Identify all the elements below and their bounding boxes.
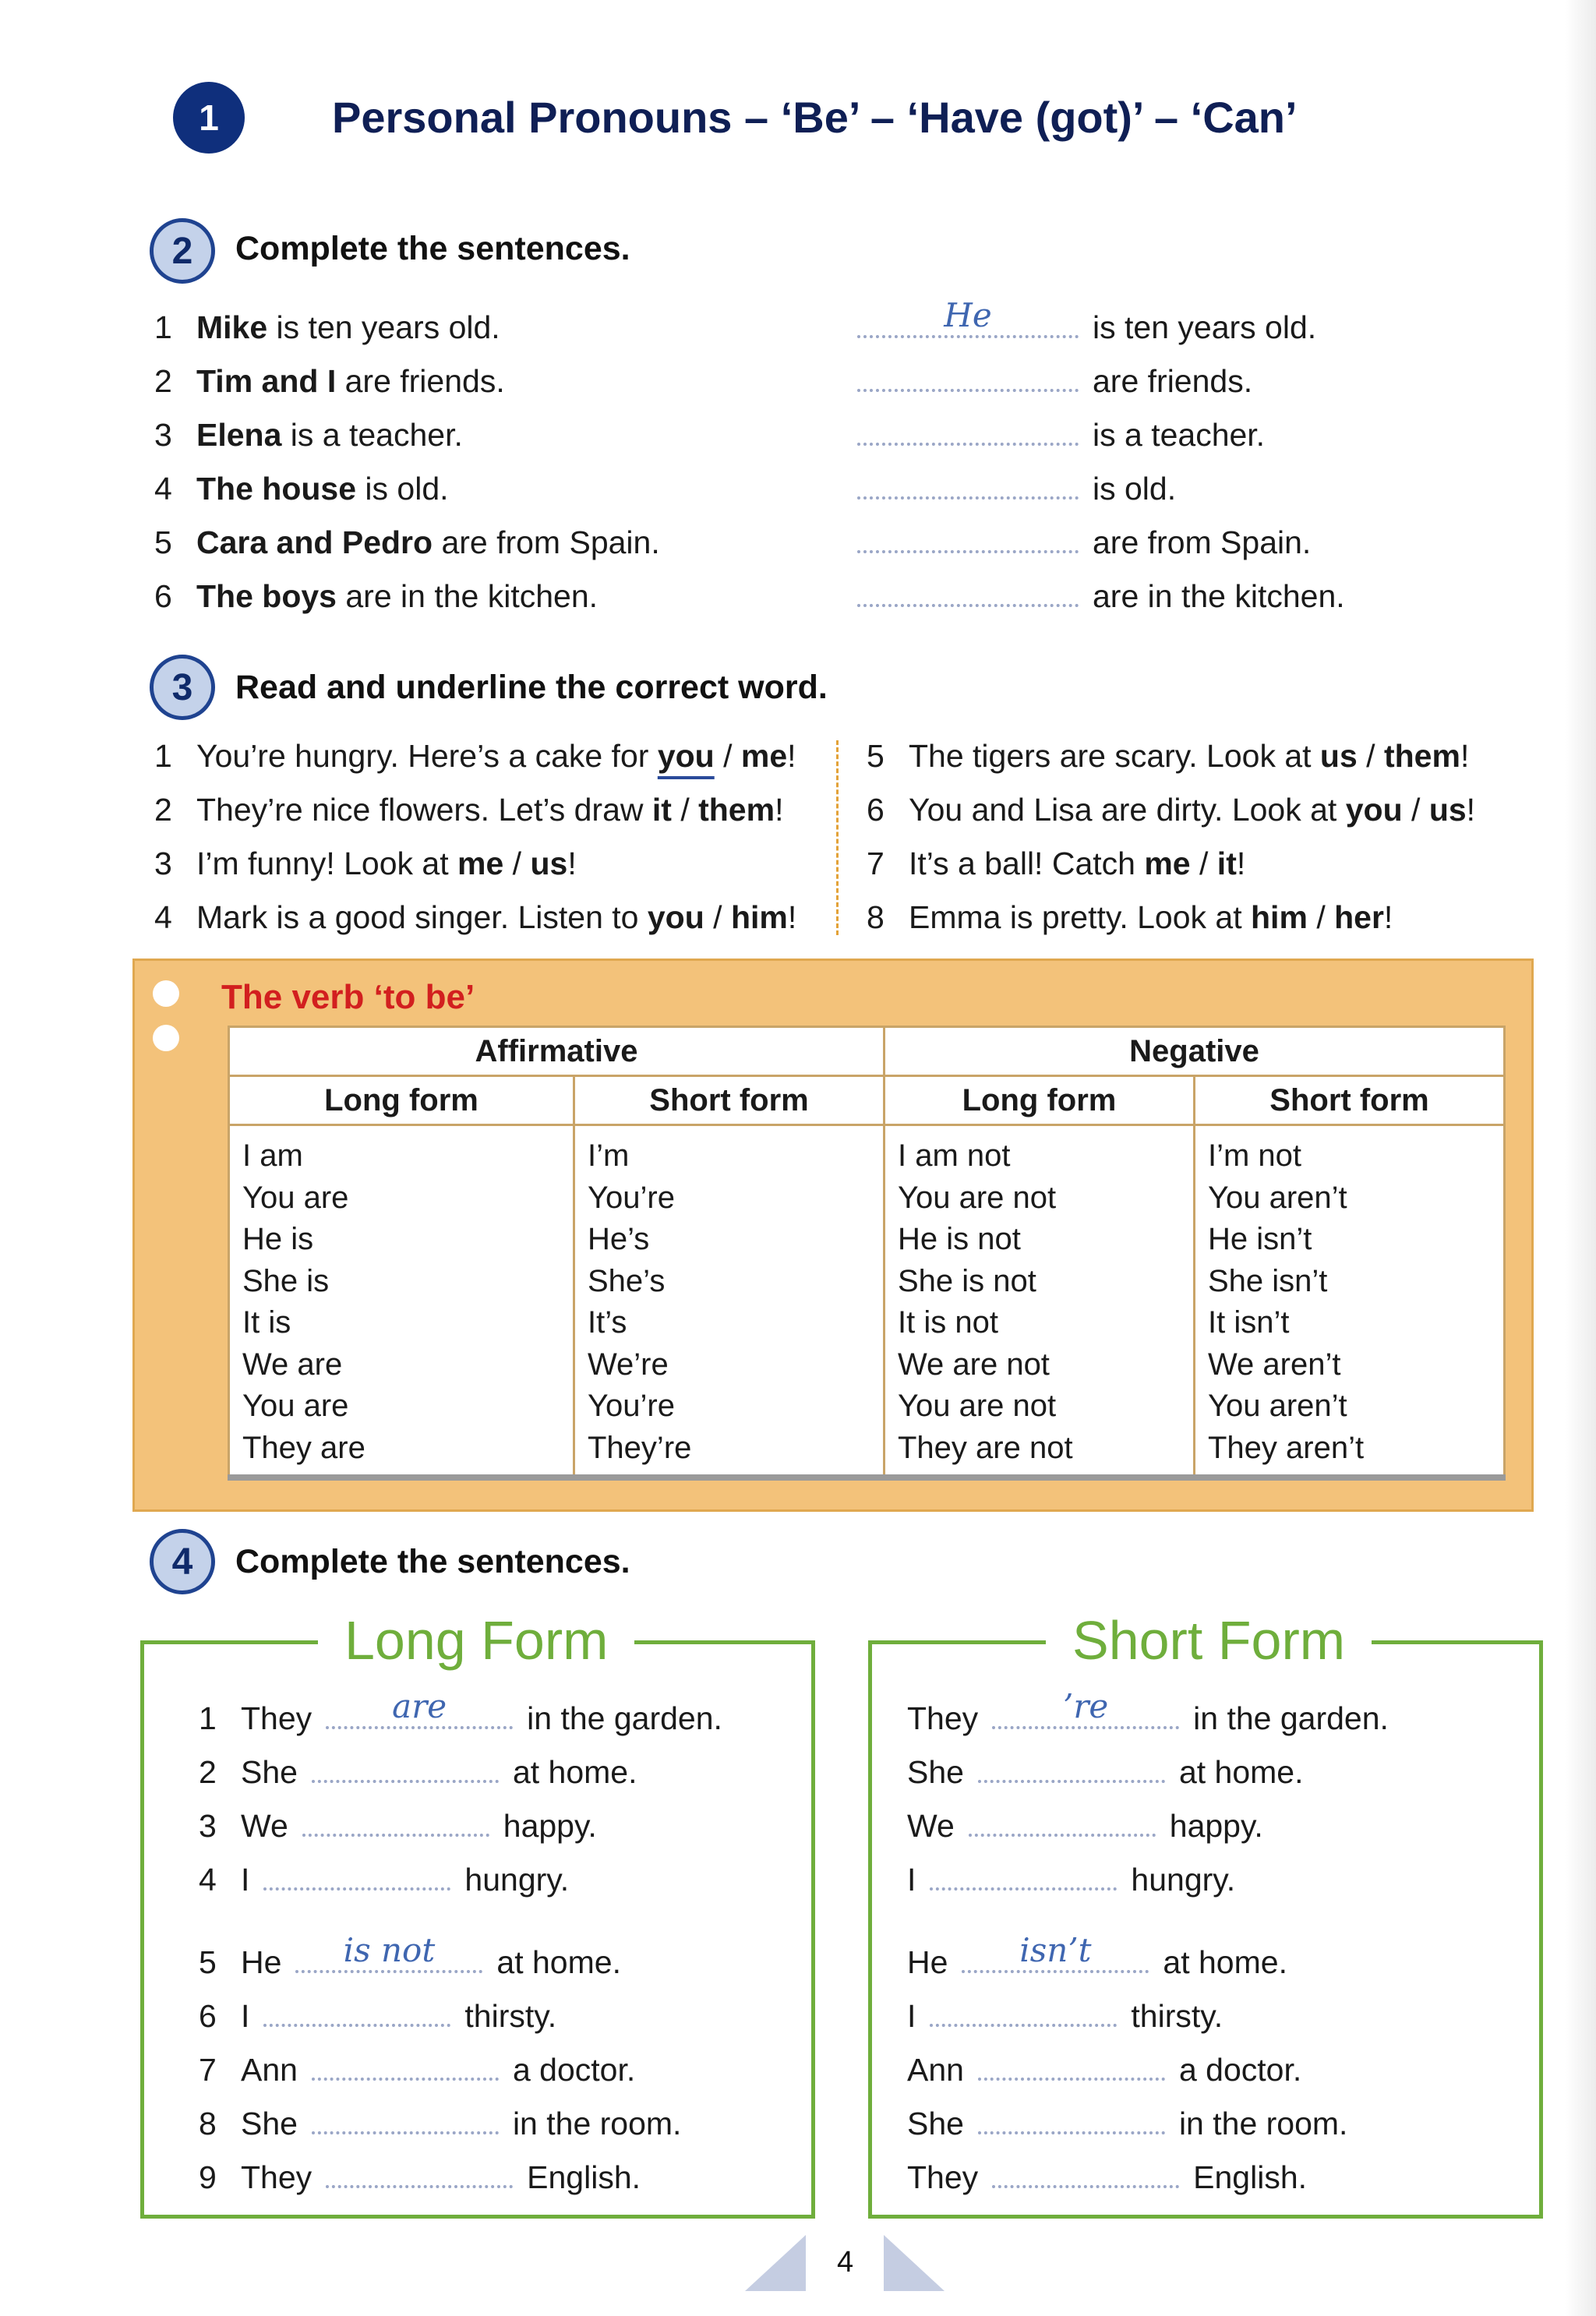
exercise-3-sentence <box>867 794 1475 826</box>
exercise-3-sentence <box>154 740 796 772</box>
exercise-2-answer-line <box>857 296 1317 345</box>
handwritten-answer: isn’t <box>1019 1931 1092 1969</box>
answer-blank[interactable] <box>857 419 1079 446</box>
header-short-form: Short form <box>1195 1076 1505 1125</box>
handwritten-answer: He <box>944 296 992 334</box>
subject: They <box>241 1700 312 1736</box>
item-number: 3 <box>199 1808 217 1844</box>
item-number: 7 <box>867 846 885 881</box>
short-form-sentence <box>907 2159 1308 2195</box>
long-form-sentence <box>199 2054 635 2086</box>
verb-form: You are not <box>898 1180 1057 1215</box>
answer-blank[interactable] <box>326 2162 513 2188</box>
long-form-sentence <box>199 1687 722 1736</box>
item-number: 8 <box>199 2106 217 2141</box>
answer-blank[interactable] <box>969 1810 1156 1837</box>
verb-form: They aren’t <box>1208 1430 1365 1465</box>
choice-a[interactable]: it <box>651 792 672 828</box>
verb-form: You aren’t <box>1208 1389 1347 1423</box>
verb-form: It is not <box>898 1305 998 1340</box>
subject-bold: Mike <box>196 309 268 345</box>
verb-form: You are <box>242 1389 349 1423</box>
exercise-2-number: 2 <box>171 230 193 272</box>
answer-suffix: is a teacher. <box>1093 417 1266 453</box>
sentence-end: in the room. <box>512 2106 682 2141</box>
exercise-3-sentence <box>867 899 1393 935</box>
subject: Ann <box>241 2052 298 2088</box>
choice-a[interactable]: us <box>1319 738 1358 774</box>
subject: Ann <box>907 2052 964 2088</box>
choice-a[interactable]: you <box>657 738 715 774</box>
verb-form: You aren’t <box>1208 1180 1347 1215</box>
item-number: 2 <box>199 1754 217 1790</box>
subject: I <box>907 1862 916 1898</box>
exercise-2-answer-line <box>857 578 1345 614</box>
sentence-end: ! <box>1466 792 1476 828</box>
answer-suffix: is ten years old. <box>1093 309 1317 345</box>
answer-blank[interactable] <box>930 1864 1117 1891</box>
page-prev-triangle <box>745 2235 806 2291</box>
verb-form: It isn’t <box>1208 1305 1290 1340</box>
answer-blank[interactable] <box>992 2162 1179 2188</box>
verb-form: He is not <box>898 1222 1021 1256</box>
subject: We <box>907 1808 955 1844</box>
long-form-sentence <box>199 2159 641 2195</box>
exercise-2-answer-line <box>857 524 1312 560</box>
exercise-2-sentence <box>154 309 500 345</box>
sentence-rest: are from Spain. <box>433 524 660 560</box>
exercise-2-badge <box>150 218 215 284</box>
subject: He <box>241 1944 282 1980</box>
answer-blank[interactable] <box>263 1864 450 1891</box>
verb-form: She is <box>242 1263 330 1298</box>
page-next-triangle <box>884 2235 945 2291</box>
verb-form: He’s <box>588 1222 650 1256</box>
sentence-text: Emma is pretty. Look at <box>909 899 1252 935</box>
exercise-2-sentence <box>154 473 449 505</box>
answer-blank[interactable] <box>857 581 1079 607</box>
exercise-3-badge <box>150 655 215 720</box>
item-number: 4 <box>154 471 172 507</box>
handwritten-answer: is not <box>343 1931 436 1969</box>
answer-blank[interactable] <box>312 2108 499 2134</box>
choice-separator: / <box>714 738 741 774</box>
exercise-3-title: Read and underline the correct word. <box>235 669 828 706</box>
item-number: 3 <box>154 417 172 453</box>
subject: She <box>241 1754 298 1790</box>
item-number: 5 <box>154 524 172 560</box>
item-number: 5 <box>199 1944 217 1980</box>
item-number: 8 <box>867 899 885 935</box>
short-form-sentence <box>907 1810 1263 1842</box>
answer-blank[interactable] <box>857 473 1079 500</box>
sentence-end: ! <box>1460 738 1470 774</box>
item-number: 7 <box>199 2052 217 2088</box>
header-affirmative: Affirmative <box>229 1027 885 1076</box>
page-title: Personal Pronouns – ‘Be’ – ‘Have (got)’ – ‘Can’ <box>332 93 1298 142</box>
sentence-text: I’m funny! Look at <box>196 846 458 881</box>
item-number: 2 <box>154 792 172 828</box>
subject: He <box>907 1944 948 1980</box>
table-shadow <box>228 1474 1506 1481</box>
sentence-end: happy. <box>503 1808 597 1844</box>
verb-form: You’re <box>588 1180 675 1215</box>
short-form-sentence <box>907 1864 1235 1896</box>
choice-separator: / <box>671 792 699 828</box>
answer-suffix: are from Spain. <box>1093 524 1312 560</box>
choice-b[interactable]: us <box>530 846 568 881</box>
long-form-sentence <box>199 1756 637 1788</box>
binder-dot <box>153 980 179 1007</box>
exercise-3-sentence <box>867 848 1245 880</box>
long-form-sentence <box>199 2108 681 2140</box>
answer-blank[interactable] <box>978 2054 1165 2081</box>
long-form-sentence <box>199 1864 569 1896</box>
verb-form: We’re <box>588 1347 669 1382</box>
affirmative-long-column <box>229 1125 574 1480</box>
answer-suffix: is old. <box>1093 471 1177 507</box>
verb-form: They are not <box>898 1430 1073 1465</box>
item-number: 3 <box>154 846 172 881</box>
sentence-end: English. <box>1193 2159 1308 2195</box>
verb-form: You are <box>242 1180 349 1215</box>
answer-blank[interactable] <box>978 2108 1165 2134</box>
verb-form: She’s <box>588 1263 666 1298</box>
item-number: 5 <box>867 738 885 774</box>
verb-form: She is not <box>898 1263 1036 1298</box>
sentence-rest: is a teacher. <box>281 417 463 453</box>
subject-bold: Elena <box>196 417 282 453</box>
choice-b[interactable]: it <box>1216 846 1237 881</box>
verb-form: We are not <box>898 1347 1050 1382</box>
choice-b[interactable]: them <box>1383 738 1460 774</box>
choice-b[interactable]: us <box>1428 792 1467 828</box>
short-form-sentence <box>907 2000 1223 2032</box>
answer-blank[interactable] <box>312 1756 499 1783</box>
sentence-rest: is ten years old. <box>267 309 500 345</box>
affirmative-short-column <box>574 1125 885 1480</box>
verb-form: We aren’t <box>1208 1347 1341 1382</box>
verb-form: They are <box>242 1430 365 1465</box>
chapter-badge <box>173 82 245 154</box>
choice-a[interactable]: me <box>457 846 504 881</box>
header-short-form: Short form <box>574 1076 885 1125</box>
verb-form: He is <box>242 1222 314 1256</box>
item-number: 6 <box>154 578 172 614</box>
sentence-text: It’s a ball! Catch <box>909 846 1145 881</box>
item-number: 1 <box>199 1700 217 1736</box>
answer-blank[interactable] <box>857 365 1079 392</box>
verb-form: I am <box>242 1139 303 1173</box>
sentence-end: at home. <box>1163 1944 1287 1980</box>
subject: I <box>241 1998 250 2034</box>
choice-separator: / <box>1402 792 1429 828</box>
item-number: 4 <box>154 899 172 935</box>
item-number: 1 <box>154 738 172 774</box>
answer-blank[interactable] <box>930 2000 1117 2027</box>
subject: They <box>907 1700 979 1736</box>
sentence-end: a doctor. <box>512 2052 636 2088</box>
choice-b[interactable]: me <box>740 738 788 774</box>
choice-a[interactable]: him <box>1251 899 1308 935</box>
exercise-3-sentence <box>154 794 783 826</box>
header-long-form: Long form <box>229 1076 574 1125</box>
answer-blank[interactable] <box>978 1756 1165 1783</box>
answer-suffix: are friends. <box>1093 363 1253 399</box>
answer-blank[interactable] <box>857 527 1079 553</box>
choice-b[interactable]: them <box>698 792 775 828</box>
exercise-3-sentence <box>867 740 1469 772</box>
item-number: 9 <box>199 2159 217 2195</box>
sentence-text: The tigers are scary. Look at <box>909 738 1320 774</box>
answer-suffix: are in the kitchen. <box>1093 578 1345 614</box>
page-edge-shade <box>1565 0 1596 2316</box>
page-number: 4 <box>837 2246 854 2279</box>
verb-form: I’m not <box>1208 1139 1302 1173</box>
verb-form: She isn’t <box>1208 1263 1328 1298</box>
sentence-text: You and Lisa are dirty. Look at <box>909 792 1346 828</box>
handwritten-answer: ’re <box>1063 1687 1109 1725</box>
subject: We <box>241 1808 288 1844</box>
verb-form: It’s <box>588 1305 627 1340</box>
sentence-end: at home. <box>512 1754 637 1790</box>
verb-form: He isn’t <box>1208 1222 1312 1256</box>
sentence-end: ! <box>567 846 577 881</box>
exercise-2-sentence <box>154 419 463 451</box>
choice-separator: / <box>1307 899 1335 935</box>
sentence-text: They’re nice flowers. Let’s draw <box>196 792 652 828</box>
subject: I <box>907 1998 916 2034</box>
answer-blank[interactable] <box>263 2000 450 2027</box>
exercise-2-answer-line <box>857 419 1265 451</box>
choice-a[interactable]: you <box>1345 792 1403 828</box>
answer-blank[interactable] <box>302 1810 489 1837</box>
sentence-end: a doctor. <box>1178 2052 1302 2088</box>
verb-form: We are <box>242 1347 343 1382</box>
sentence-text: Mark is a good singer. Listen to <box>196 899 648 935</box>
item-number: 4 <box>199 1862 217 1898</box>
exercise-4-title: Complete the sentences. <box>235 1543 630 1580</box>
choice-separator: / <box>704 899 731 935</box>
negative-short-column <box>1195 1125 1505 1480</box>
chapter-number: 1 <box>199 97 219 138</box>
subject-bold: Cara and Pedro <box>196 524 433 560</box>
negative-long-column <box>885 1125 1195 1480</box>
exercise-3-sentence <box>154 848 577 880</box>
subject: She <box>241 2106 298 2141</box>
exercise-2-sentence <box>154 365 505 397</box>
sentence-rest: is old. <box>356 471 449 507</box>
verb-form: I’m <box>588 1139 630 1173</box>
long-form-sentence <box>199 2000 556 2032</box>
exercise-2-answer-line <box>857 473 1176 505</box>
sentence-end: hungry. <box>464 1862 570 1898</box>
short-form-sentence <box>907 2108 1347 2140</box>
sentence-end: thirsty. <box>1131 1998 1223 2034</box>
choice-b[interactable]: her <box>1334 899 1384 935</box>
long-form-sentence <box>199 1810 597 1842</box>
header-long-form: Long form <box>885 1076 1195 1125</box>
verb-box-title: The verb ‘to be’ <box>221 978 475 1016</box>
choice-a[interactable]: you <box>647 899 704 935</box>
choice-a[interactable]: me <box>1144 846 1191 881</box>
exercise-3-number: 3 <box>171 666 193 708</box>
sentence-end: ! <box>1236 846 1246 881</box>
item-number: 1 <box>154 309 172 345</box>
item-number: 2 <box>154 363 172 399</box>
subject: She <box>907 2106 964 2141</box>
answer-blank[interactable] <box>962 1931 1149 1973</box>
sentence-text: You’re hungry. Here’s a cake for <box>196 738 658 774</box>
sentence-end: in the garden. <box>1193 1700 1389 1736</box>
binder-dot <box>153 1025 179 1051</box>
sentence-end: ! <box>787 899 797 935</box>
subject: She <box>907 1754 964 1790</box>
long-form-title: Long Form <box>318 1609 634 1672</box>
sentence-end: in the room. <box>1178 2106 1348 2141</box>
answer-blank[interactable] <box>295 1931 482 1973</box>
exercise-2-title: Complete the sentences. <box>235 230 630 267</box>
short-form-title: Short Form <box>1046 1609 1372 1672</box>
choice-separator: / <box>1190 846 1217 881</box>
item-number: 6 <box>867 792 885 828</box>
short-form-sentence <box>907 1687 1389 1736</box>
item-number: 6 <box>199 1998 217 2034</box>
sentence-end: ! <box>787 738 796 774</box>
column-divider <box>836 740 839 935</box>
short-form-sentence <box>907 1931 1287 1980</box>
subject: They <box>241 2159 312 2195</box>
subject-bold: Tim and I <box>196 363 337 399</box>
sentence-end: in the garden. <box>527 1700 722 1736</box>
exercise-4-badge <box>150 1529 215 1594</box>
subject: I <box>241 1862 250 1898</box>
exercise-4-number: 4 <box>171 1541 193 1583</box>
verb-form: I am not <box>898 1139 1011 1173</box>
verb-form: You are not <box>898 1389 1057 1423</box>
exercise-2-answer-line <box>857 365 1252 397</box>
choice-separator: / <box>503 846 531 881</box>
short-form-sentence <box>907 1756 1304 1788</box>
verb-to-be-table <box>228 1026 1506 1481</box>
sentence-rest: are in the kitchen. <box>336 578 598 614</box>
exercise-2-sentence <box>154 524 660 560</box>
exercise-3-sentence <box>154 899 797 935</box>
header-negative: Negative <box>885 1027 1505 1076</box>
answer-blank[interactable] <box>326 1687 513 1729</box>
sentence-end: happy. <box>1169 1808 1263 1844</box>
sentence-rest: are friends. <box>336 363 505 399</box>
short-form-sentence <box>907 2054 1301 2086</box>
answer-blank[interactable] <box>992 1687 1179 1729</box>
subject-bold: The house <box>196 471 357 507</box>
verb-form: You’re <box>588 1389 675 1423</box>
answer-blank[interactable] <box>857 296 1079 338</box>
exercise-2-sentence <box>154 578 598 614</box>
subject-bold: The boys <box>196 578 337 614</box>
long-form-sentence <box>199 1931 621 1980</box>
verb-form: They’re <box>588 1430 692 1465</box>
sentence-end: English. <box>527 2159 641 2195</box>
subject: They <box>907 2159 979 2195</box>
choice-b[interactable]: him <box>730 899 788 935</box>
sentence-end: hungry. <box>1131 1862 1236 1898</box>
sentence-end: thirsty. <box>464 1998 557 2034</box>
answer-blank[interactable] <box>312 2054 499 2081</box>
sentence-end: ! <box>1383 899 1393 935</box>
choice-separator: / <box>1357 738 1384 774</box>
sentence-end: at home. <box>1178 1754 1304 1790</box>
verb-form: It is <box>242 1305 291 1340</box>
handwritten-answer: are <box>392 1687 447 1725</box>
sentence-end: at home. <box>496 1944 621 1980</box>
sentence-end: ! <box>775 792 784 828</box>
